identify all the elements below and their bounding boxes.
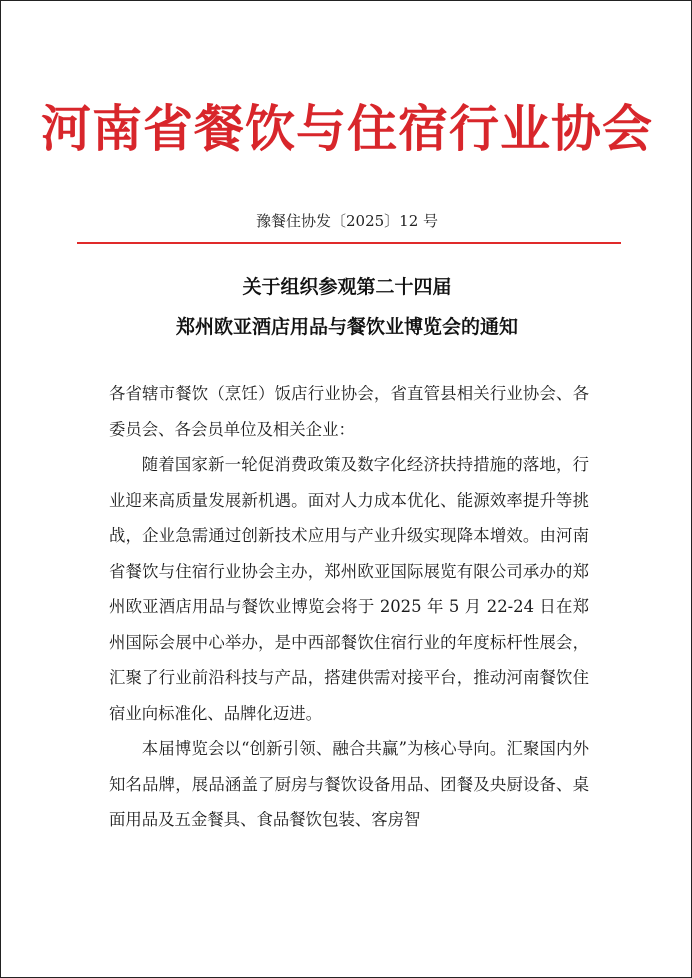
body-paragraph: 随着国家新一轮促消费政策及数字化经济扶持措施的落地，行业迎来高质量发展新机遇。面对人力成本优化、能源效率提升等挑战，企业急需通过创新技术应用与产业升级实现降本增效。由河南省餐饮与住宿行业协会主办，郑州欧亚国际展览有限公司承办的郑州欧亚酒店用品与餐饮业博览会将于 2025 年 5 月 22-24 日在郑州国际会展中心举办，是中西部餐饮住宿行业的年度标杆性展会，汇聚了行业前沿科技与产品，搭建供需对接平台，推动河南餐饮住宿业向标准化、品牌化迈进。 [109, 455, 589, 723]
organization-title: 河南省餐饮与住宿行业协会 [41, 99, 653, 158]
document-number: 豫餐住协发〔2025〕12 号 [255, 212, 439, 230]
body-paragraph: 本届博览会以“创新引领、融合共赢”为核心导向。汇聚国内外知名品牌，展品涵盖了厨房与餐饮设备用品、团餐及央厨设备、桌面用品及五金餐具、食品餐饮包装、客房智 [109, 739, 589, 829]
notice-body [109, 376, 589, 838]
red-divider [77, 242, 621, 244]
notice-title-line-1: 关于组织参观第二十四届 [242, 276, 452, 298]
salutation: 各省辖市餐饮（烹饪）饭店行业协会，省直管县相关行业协会、各委员会、各会员单位及相关企业： [109, 384, 589, 439]
notice-title-line-2: 郑州欧亚酒店用品与餐饮业博览会的通知 [175, 316, 518, 338]
